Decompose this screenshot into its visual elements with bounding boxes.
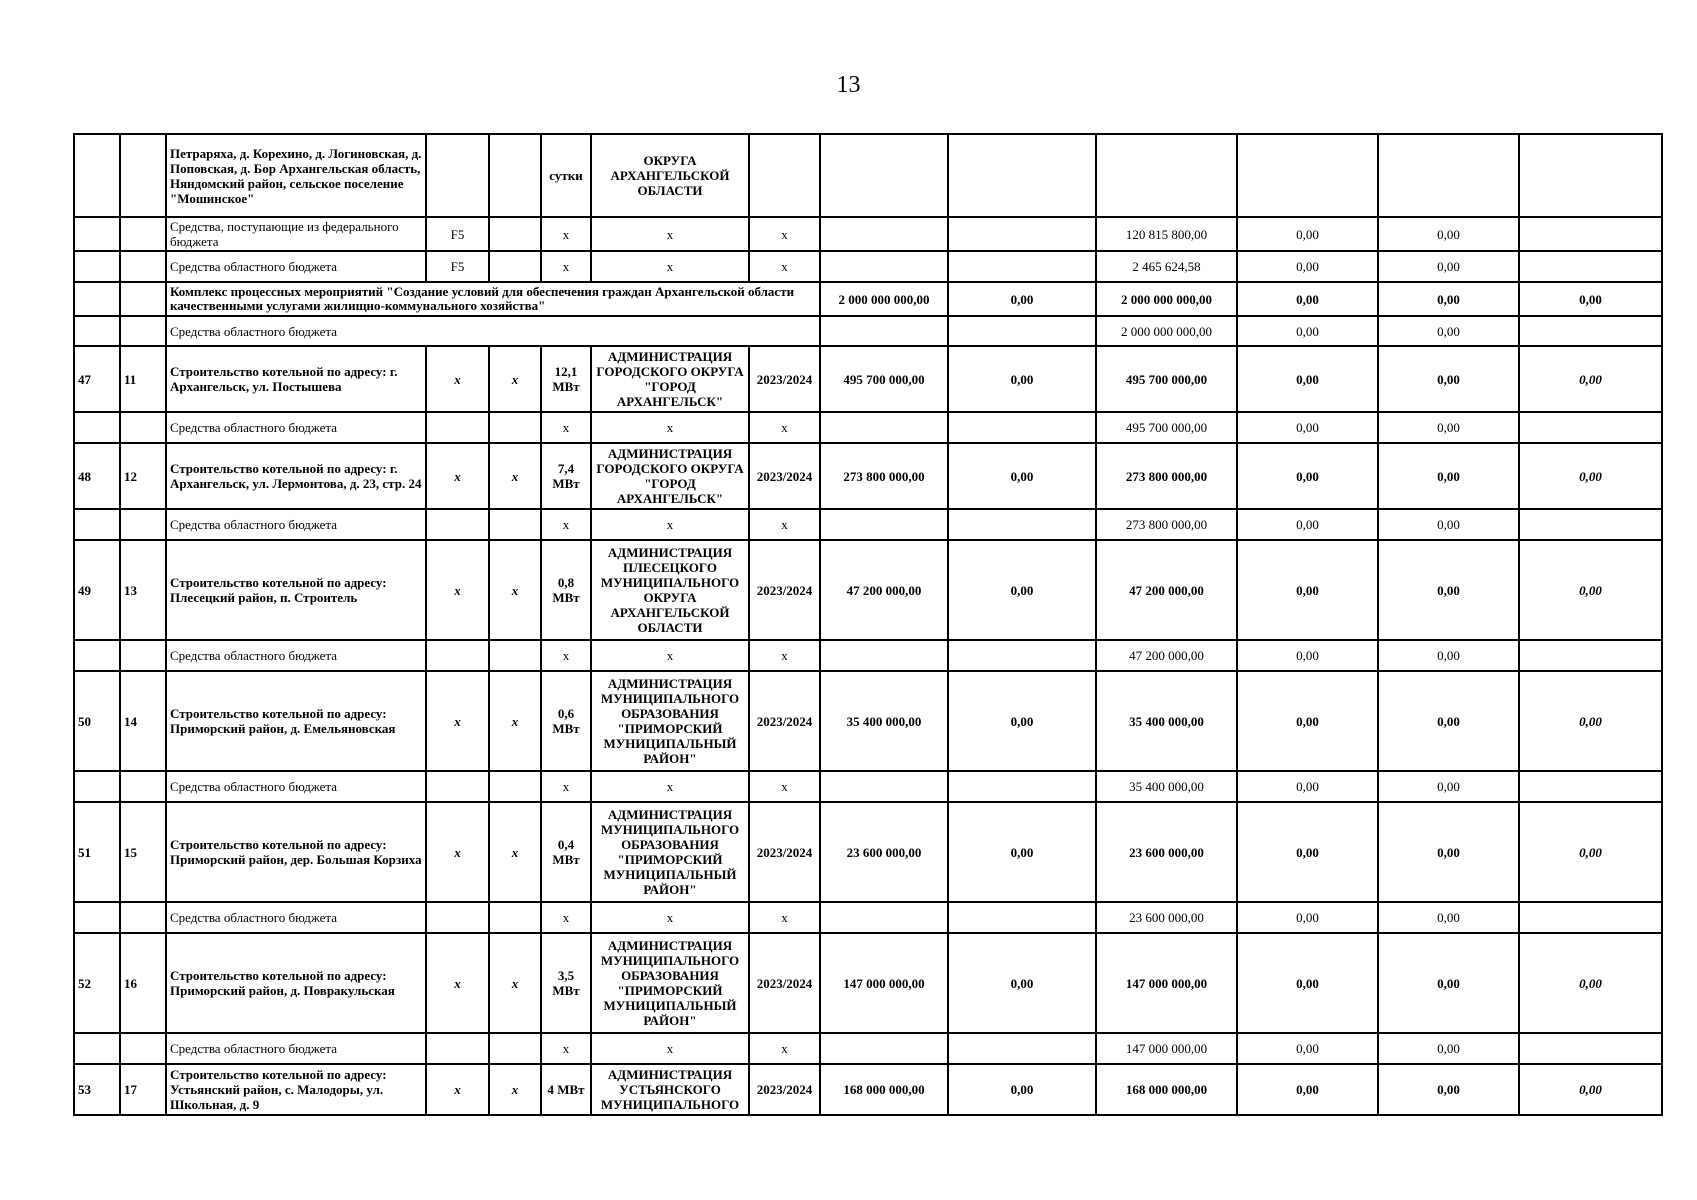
x-cell: x: [591, 640, 749, 671]
value-cell: 273 800 000,00: [1096, 443, 1237, 509]
capacity-unit: сутки: [541, 134, 591, 217]
funding-source: Средства областного бюджета: [166, 412, 426, 443]
value-cell: 0,00: [1237, 671, 1378, 771]
value-cell: 0,00: [1237, 802, 1378, 902]
value-cell: 0,00: [1519, 671, 1662, 771]
value-cell: 0,00: [1378, 217, 1519, 251]
value-cell: 0,00: [1237, 282, 1378, 316]
x-cell: x: [749, 902, 820, 933]
value-cell: 0,00: [1237, 346, 1378, 412]
capacity-cell: 4 МВт: [541, 1064, 591, 1115]
funding-source: Средства областного бюджета: [166, 316, 820, 346]
period-cell: 2023/2024: [749, 443, 820, 509]
x-cell: x: [541, 902, 591, 933]
x-cell: x: [749, 217, 820, 251]
x-cell: x: [591, 771, 749, 802]
period-cell: 2023/2024: [749, 346, 820, 412]
responsible-org: АДМИНИСТРАЦИЯ МУНИЦИПАЛЬНОГО ОБРАЗОВАНИЯ "ПРИМОРСКИЙ МУНИЦИПАЛЬНЫЙ РАЙОН": [591, 671, 749, 771]
capacity-cell: 0,4 МВт: [541, 802, 591, 902]
value-cell: 0,00: [948, 1064, 1096, 1115]
x-cell: x: [489, 443, 541, 509]
value-cell: 0,00: [1237, 316, 1378, 346]
table-row: [74, 443, 1662, 509]
x-cell: x: [591, 902, 749, 933]
responsible-org: АДМИНИСТРАЦИЯ ГОРОДСКОГО ОКРУГА "ГОРОД АРХАНГЕЛЬСК": [591, 346, 749, 412]
responsible-org: АДМИНИСТРАЦИЯ МУНИЦИПАЛЬНОГО ОБРАЗОВАНИЯ "ПРИМОРСКИЙ МУНИЦИПАЛЬНЫЙ РАЙОН": [591, 802, 749, 902]
value-cell: 0,00: [948, 540, 1096, 640]
value-cell: 147 000 000,00: [1096, 933, 1237, 1033]
x-cell: x: [749, 412, 820, 443]
period-cell: 2023/2024: [749, 933, 820, 1033]
value-cell: 273 800 000,00: [820, 443, 948, 509]
value-cell: 0,00: [1237, 1033, 1378, 1064]
value-cell: 120 815 800,00: [1096, 217, 1237, 251]
code-cell: F5: [426, 251, 489, 282]
row-number: 50: [74, 671, 120, 771]
value-cell: 0,00: [1378, 251, 1519, 282]
x-cell: x: [749, 509, 820, 540]
value-cell: 147 000 000,00: [1096, 1033, 1237, 1064]
value-cell: 0,00: [1378, 509, 1519, 540]
x-cell: x: [426, 1064, 489, 1115]
value-cell: 0,00: [1378, 1033, 1519, 1064]
value-cell: 147 000 000,00: [820, 933, 948, 1033]
x-cell: x: [749, 1033, 820, 1064]
table-row: [74, 509, 1662, 540]
period-cell: 2023/2024: [749, 1064, 820, 1115]
value-cell: 0,00: [948, 671, 1096, 771]
code-cell: F5: [426, 217, 489, 251]
funding-source: Средства областного бюджета: [166, 902, 426, 933]
value-cell: 0,00: [1237, 509, 1378, 540]
value-cell: 0,00: [1519, 346, 1662, 412]
value-cell: 0,00: [1519, 1064, 1662, 1115]
row-subnumber: 15: [120, 802, 166, 902]
table-row: [74, 802, 1662, 902]
value-cell: 0,00: [1378, 902, 1519, 933]
x-cell: x: [489, 671, 541, 771]
funding-source: Средства областного бюджета: [166, 771, 426, 802]
value-cell: 47 200 000,00: [1096, 540, 1237, 640]
funding-source: Средства областного бюджета: [166, 640, 426, 671]
value-cell: 495 700 000,00: [1096, 412, 1237, 443]
value-cell: 0,00: [1237, 443, 1378, 509]
value-cell: 0,00: [1237, 217, 1378, 251]
value-cell: 23 600 000,00: [820, 802, 948, 902]
value-cell: 0,00: [1237, 412, 1378, 443]
value-cell: 0,00: [1237, 540, 1378, 640]
responsible-org: АДМИНИСТРАЦИЯ УСТЬЯНСКОГО МУНИЦИПАЛЬНОГО: [591, 1064, 749, 1115]
value-cell: 0,00: [1519, 443, 1662, 509]
row-number: 51: [74, 802, 120, 902]
x-cell: x: [541, 509, 591, 540]
value-cell: 0,00: [1237, 771, 1378, 802]
row-subnumber: 13: [120, 540, 166, 640]
table-row: [74, 640, 1662, 671]
row-subnumber: 11: [120, 346, 166, 412]
object-name: Строительство котельной по адресу: Плесецкий район, п. Строитель: [166, 540, 426, 640]
x-cell: x: [541, 640, 591, 671]
x-cell: x: [591, 412, 749, 443]
table-row: [74, 134, 1662, 217]
object-name: Строительство котельной по адресу: г. Архангельск, ул. Лермонтова, д. 23, стр. 24: [166, 443, 426, 509]
table-row: [74, 933, 1662, 1033]
value-cell: 0,00: [948, 282, 1096, 316]
value-cell: 0,00: [1519, 933, 1662, 1033]
value-cell: 0,00: [948, 802, 1096, 902]
x-cell: x: [591, 251, 749, 282]
x-cell: x: [426, 671, 489, 771]
row-number: 53: [74, 1064, 120, 1115]
value-cell: 0,00: [1378, 671, 1519, 771]
value-cell: 0,00: [948, 346, 1096, 412]
value-cell: 0,00: [1237, 1064, 1378, 1115]
responsible-org: АДМИНИСТРАЦИЯ ГОРОДСКОГО ОКРУГА "ГОРОД АРХАНГЕЛЬСК": [591, 443, 749, 509]
value-cell: 0,00: [1519, 282, 1662, 316]
complex-title: Комплекс процессных мероприятий "Создание условий для обеспечения граждан Архангельской области качественными услугами жилищно-коммунального хозяйства": [166, 282, 820, 316]
value-cell: 0,00: [1237, 933, 1378, 1033]
value-cell: 35 400 000,00: [1096, 671, 1237, 771]
capacity-cell: 7,4 МВт: [541, 443, 591, 509]
value-cell: 0,00: [1519, 540, 1662, 640]
budget-table: [73, 133, 1663, 1116]
x-cell: x: [426, 802, 489, 902]
row-subnumber: 12: [120, 443, 166, 509]
table-row: [74, 251, 1662, 282]
object-name: Строительство котельной по адресу: Приморский район, д. Емельяновская: [166, 671, 426, 771]
x-cell: x: [749, 251, 820, 282]
value-cell: 0,00: [948, 933, 1096, 1033]
x-cell: x: [541, 217, 591, 251]
value-cell: 0,00: [1378, 933, 1519, 1033]
x-cell: x: [541, 251, 591, 282]
value-cell: 0,00: [1237, 902, 1378, 933]
table-row: [74, 346, 1662, 412]
value-cell: 2 465 624,58: [1096, 251, 1237, 282]
x-cell: x: [591, 217, 749, 251]
table-row: [74, 540, 1662, 640]
row-number: 47: [74, 346, 120, 412]
x-cell: x: [489, 933, 541, 1033]
value-cell: 0,00: [1378, 316, 1519, 346]
table-row: [74, 671, 1662, 771]
table-row: [74, 1033, 1662, 1064]
value-cell: 2 000 000 000,00: [1096, 316, 1237, 346]
value-cell: 0,00: [1237, 251, 1378, 282]
value-cell: 0,00: [1378, 540, 1519, 640]
funding-source: Средства, поступающие из федерального бюджета: [166, 217, 426, 251]
value-cell: 273 800 000,00: [1096, 509, 1237, 540]
value-cell: 0,00: [1378, 282, 1519, 316]
x-cell: x: [426, 346, 489, 412]
responsible-org: АДМИНИСТРАЦИЯ ПЛЕСЕЦКОГО МУНИЦИПАЛЬНОГО ОКРУГА АРХАНГЕЛЬСКОЙ ОБЛАСТИ: [591, 540, 749, 640]
capacity-cell: 12,1 МВт: [541, 346, 591, 412]
row-subnumber: 16: [120, 933, 166, 1033]
value-cell: 168 000 000,00: [820, 1064, 948, 1115]
value-cell: 0,00: [1378, 771, 1519, 802]
funding-source: Средства областного бюджета: [166, 1033, 426, 1064]
value-cell: 2 000 000 000,00: [1096, 282, 1237, 316]
x-cell: x: [591, 509, 749, 540]
row-subnumber: 17: [120, 1064, 166, 1115]
value-cell: 0,00: [1237, 640, 1378, 671]
table-row: [74, 1064, 1662, 1115]
x-cell: x: [426, 443, 489, 509]
value-cell: 0,00: [1378, 640, 1519, 671]
capacity-cell: 3,5 МВт: [541, 933, 591, 1033]
value-cell: 0,00: [1378, 443, 1519, 509]
x-cell: x: [489, 802, 541, 902]
object-name: Петраряха, д. Корехино, д. Логиновская, д. Поповская, д. Бор Архангельская область, Няндомский район, сельское поселение "Мошинское": [166, 134, 426, 217]
x-cell: x: [749, 640, 820, 671]
value-cell: 23 600 000,00: [1096, 902, 1237, 933]
x-cell: x: [426, 540, 489, 640]
table-row: [74, 316, 1662, 346]
object-name: Строительство котельной по адресу: Приморский район, д. Повракульская: [166, 933, 426, 1033]
x-cell: x: [541, 412, 591, 443]
period-cell: 2023/2024: [749, 802, 820, 902]
capacity-cell: 0,6 МВт: [541, 671, 591, 771]
value-cell: 0,00: [1378, 802, 1519, 902]
page-number: 13: [836, 72, 861, 98]
row-number: 52: [74, 933, 120, 1033]
row-number: 48: [74, 443, 120, 509]
funding-source: Средства областного бюджета: [166, 509, 426, 540]
table-row: [74, 412, 1662, 443]
row-subnumber: 14: [120, 671, 166, 771]
value-cell: 0,00: [948, 443, 1096, 509]
value-cell: 0,00: [1519, 802, 1662, 902]
table-row: [74, 771, 1662, 802]
responsible-org: ОКРУГА АРХАНГЕЛЬСКОЙ ОБЛАСТИ: [591, 134, 749, 217]
x-cell: x: [489, 346, 541, 412]
value-cell: 2 000 000 000,00: [820, 282, 948, 316]
value-cell: 23 600 000,00: [1096, 802, 1237, 902]
x-cell: x: [426, 933, 489, 1033]
value-cell: 0,00: [1378, 412, 1519, 443]
value-cell: 0,00: [1378, 1064, 1519, 1115]
value-cell: 47 200 000,00: [820, 540, 948, 640]
value-cell: 168 000 000,00: [1096, 1064, 1237, 1115]
funding-source: Средства областного бюджета: [166, 251, 426, 282]
x-cell: x: [541, 1033, 591, 1064]
x-cell: x: [541, 771, 591, 802]
x-cell: x: [489, 540, 541, 640]
value-cell: 35 400 000,00: [1096, 771, 1237, 802]
x-cell: x: [591, 1033, 749, 1064]
value-cell: 495 700 000,00: [820, 346, 948, 412]
x-cell: x: [489, 1064, 541, 1115]
row-number: 49: [74, 540, 120, 640]
value-cell: 495 700 000,00: [1096, 346, 1237, 412]
value-cell: 47 200 000,00: [1096, 640, 1237, 671]
period-cell: 2023/2024: [749, 671, 820, 771]
capacity-cell: 0,8 МВт: [541, 540, 591, 640]
x-cell: x: [749, 771, 820, 802]
object-name: Строительство котельной по адресу: Приморский район, дер. Большая Корзиха: [166, 802, 426, 902]
value-cell: 35 400 000,00: [820, 671, 948, 771]
object-name: Строительство котельной по адресу: Устьянский район, с. Малодоры, ул. Школьная, д. 9: [166, 1064, 426, 1115]
responsible-org: АДМИНИСТРАЦИЯ МУНИЦИПАЛЬНОГО ОБРАЗОВАНИЯ "ПРИМОРСКИЙ МУНИЦИПАЛЬНЫЙ РАЙОН": [591, 933, 749, 1033]
period-cell: 2023/2024: [749, 540, 820, 640]
complex-row: [74, 282, 1662, 316]
value-cell: 0,00: [1378, 346, 1519, 412]
table-row: [74, 217, 1662, 251]
object-name: Строительство котельной по адресу: г. Архангельск, ул. Постышева: [166, 346, 426, 412]
table-row: [74, 902, 1662, 933]
